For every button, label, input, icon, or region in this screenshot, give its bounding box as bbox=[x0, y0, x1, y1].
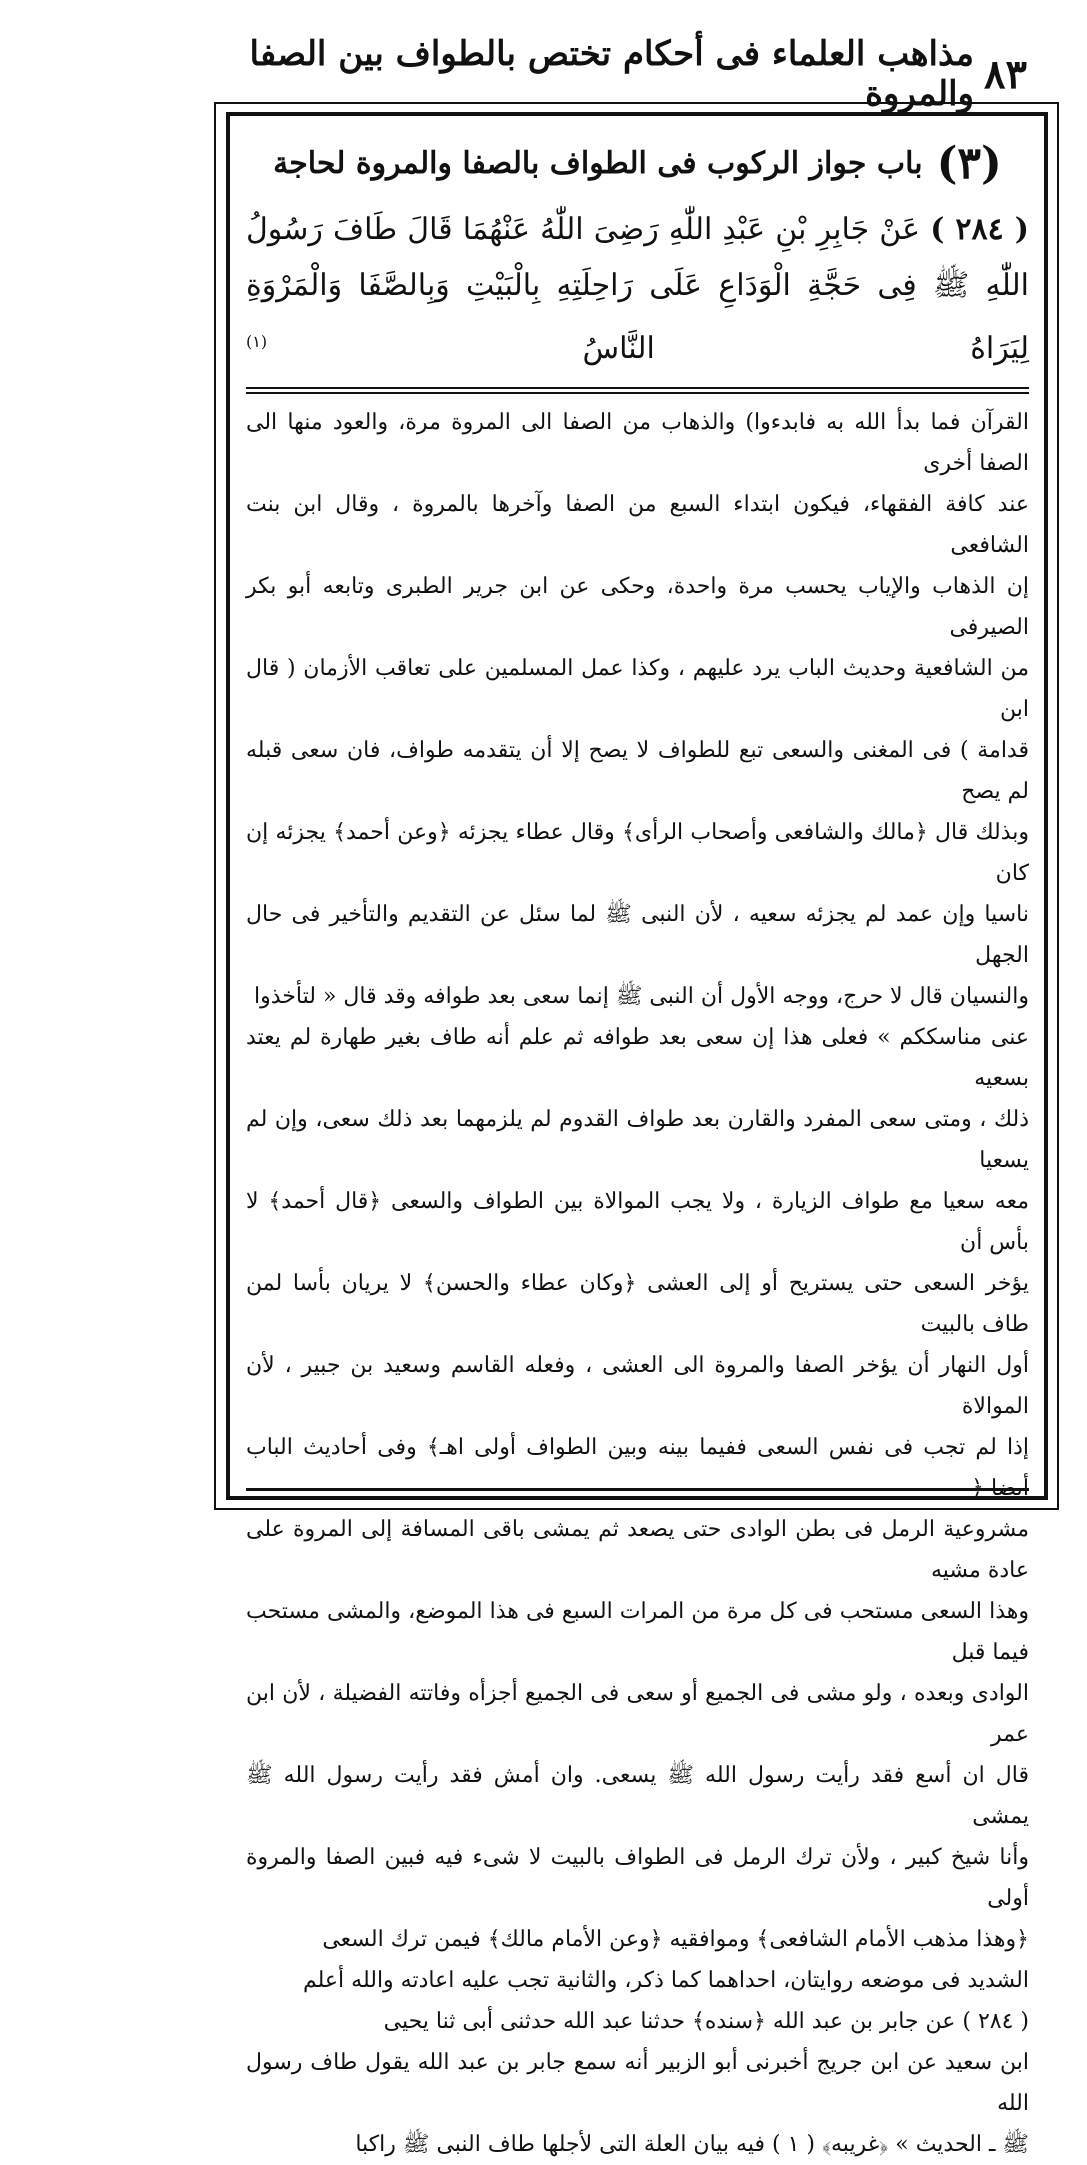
commentary-line: إن الذهاب والإياب يحسب مرة واحدة، وحكى عن ابن جرير الطبرى وتابعه أبو بكر الصيرفى bbox=[246, 574, 1029, 640]
commentary-line: ﴿وهذا مذهب الأمام الشافعى﴾ وموافقيه ﴿وعن الأمام مالك﴾ فيمن ترك السعى bbox=[322, 1927, 1029, 1952]
commentary-line: ذلك ، ومتى سعى المفرد والقارن بعد طواف القدوم لم يلزمهما بعد ذلك سعى، وإن لم يسعيا bbox=[246, 1107, 1029, 1173]
source-note-line: ﷺ ـ الحديث » ﴿غريبه﴾ ( ١ ) فيه بيان العلة التى لأجلها طاف النبى ﷺ راكبا bbox=[355, 2132, 1029, 2157]
commentary-line: من الشافعية وحديث الباب يرد عليهم ، وكذا عمل المسلمين على تعاقب الأزمان ( قال ابن bbox=[246, 656, 1029, 722]
commentary-line: يؤخر السعى حتى يستريح أو إلى العشى ﴿وكان عطاء والحسن﴾ لا يريان بأسا لمن طاف بالبيت bbox=[246, 1271, 1029, 1337]
commentary-line: القرآن فما بدأ الله به فابدءوا) والذهاب من الصفا الى المروة مرة، والعود منها الى الصفا أخرى bbox=[246, 410, 1029, 476]
hadith-text bbox=[246, 202, 1029, 377]
page-content bbox=[246, 124, 1029, 2157]
commentary-line: ناسيا وإن عمد لم يجزئه سعيه ، لأن النبى ﷺ لما سئل عن التقديم والتأخير فى حال الجهل bbox=[246, 902, 1029, 968]
commentary-line: عنى مناسككم » فعلى هذا إن سعى بعد طوافه ثم علم أنه طاف بغير طهارة لم يعتد بسعيه bbox=[246, 1025, 1029, 1091]
chapter-heading bbox=[246, 130, 1029, 196]
chapter-title: باب جواز الركوب فى الطواف بالصفا والمروة لحاجة bbox=[273, 145, 923, 181]
bottom-rule bbox=[246, 1488, 1029, 1491]
commentary-line: والنسيان قال لا حرج، ووجه الأول أن النبى ﷺ إنما سعى بعد طوافه وقد قال « لتأخذوا bbox=[254, 984, 1029, 1009]
section-divider bbox=[246, 387, 1029, 394]
page-number: ٨٣ bbox=[984, 50, 1027, 98]
commentary-line: مشروعية الرمل فى بطن الوادى حتى يصعد ثم يمشى باقى المسافة إلى المروة على عادة مشيه bbox=[246, 1517, 1029, 1583]
commentary-line: أول النهار أن يؤخر الصفا والمروة الى العشى ، وفعله القاسم وسعيد بن جبير ، لأن الموالاة bbox=[246, 1353, 1029, 1419]
commentary-line: الوادى وبعده ، ولو مشى فى الجميع أو سعى فى الجميع أجزأه وفاتته الفضيلة ، لأن ابن عمر bbox=[246, 1681, 1029, 1747]
commentary-line: وهذا السعى مستحب فى كل مرة من المرات السبع فى هذا الموضع، والمشى مستحب فيما قبل bbox=[246, 1599, 1029, 1665]
source-note-line: ( ٢٨٤ ) عن جابر بن عبد الله ﴿سنده﴾ حدثنا عبد الله حدثنى أبى ثنا يحيى bbox=[383, 2009, 1029, 2034]
chapter-number: (٣) bbox=[936, 137, 1002, 189]
hadith-body: عَنْ جَابِرِ بْنِ عَبْدِ اللّٰهِ رَضِىَ اللّٰهُ عَنْهُمَا قَالَ طَافَ رَسُولُ اللّٰهِ ﷺ فِى حَجَّةِ الْوَدَاعِ عَلَى رَاحِلَتِهِ بِالْبَيْتِ وَبِالصَّفَا وَالْمَرْوَةِ لِيَرَاهُ النَّاسُ bbox=[246, 212, 1029, 366]
source-note-line: ابن سعيد عن ابن جريج أخبرنى أبو الزبير أنه سمع جابر بن عبد الله يقول طاف رسول الله bbox=[246, 2050, 1029, 2116]
source-note-block bbox=[246, 2001, 1029, 2165]
commentary-line: عند كافة الفقهاء، فيكون ابتداء السبع من الصفا وآخرها بالمروة ، وقال ابن بنت الشافعى bbox=[246, 492, 1029, 558]
commentary-line: وأنا شيخ كبير ، ولأن ترك الرمل فى الطواف بالبيت لا شىء فيه فبين الصفا والمروة أولى bbox=[246, 1845, 1029, 1911]
running-header bbox=[232, 34, 1027, 114]
commentary-line: قدامة ) فى المغنى والسعى تبع للطواف لا يصح إلا أن يتقدمه طواف، فان سعى قبله لم يصح bbox=[246, 738, 1029, 804]
commentary-line: إذا لم تجب فى نفس السعى ففيما بينه وبين الطواف أولى اهـ﴾ وفى أحاديث الباب أيضا ﴿ bbox=[246, 1435, 1029, 1501]
running-title: مذاهب العلماء فى أحكام تختص بالطواف بين الصفا والمروة bbox=[249, 34, 975, 114]
commentary-block bbox=[246, 402, 1029, 2001]
footnote-reference: (١) bbox=[246, 332, 268, 351]
commentary-line: معه سعيا مع طواف الزيارة ، ولا يجب الموالاة بين الطواف والسعى ﴿قال أحمد﴾ لا بأس أن bbox=[246, 1189, 1029, 1255]
hadith-number: ( ٢٨٤ ) bbox=[930, 212, 1029, 247]
commentary-line: وبذلك قال ﴿مالك والشافعى وأصحاب الرأى﴾ وقال عطاء يجزئه ﴿وعن أحمد﴾ يجزئه إن كان bbox=[246, 820, 1029, 886]
commentary-line: الشديد فى موضعه روايتان، احداهما كما ذكر، والثانية تجب عليه اعادته والله أعلم bbox=[303, 1968, 1029, 1993]
commentary-line: قال ان أسع فقد رأيت رسول الله ﷺ يسعى. وان أمش فقد رأيت رسول الله ﷺ يمشى bbox=[246, 1763, 1029, 1829]
